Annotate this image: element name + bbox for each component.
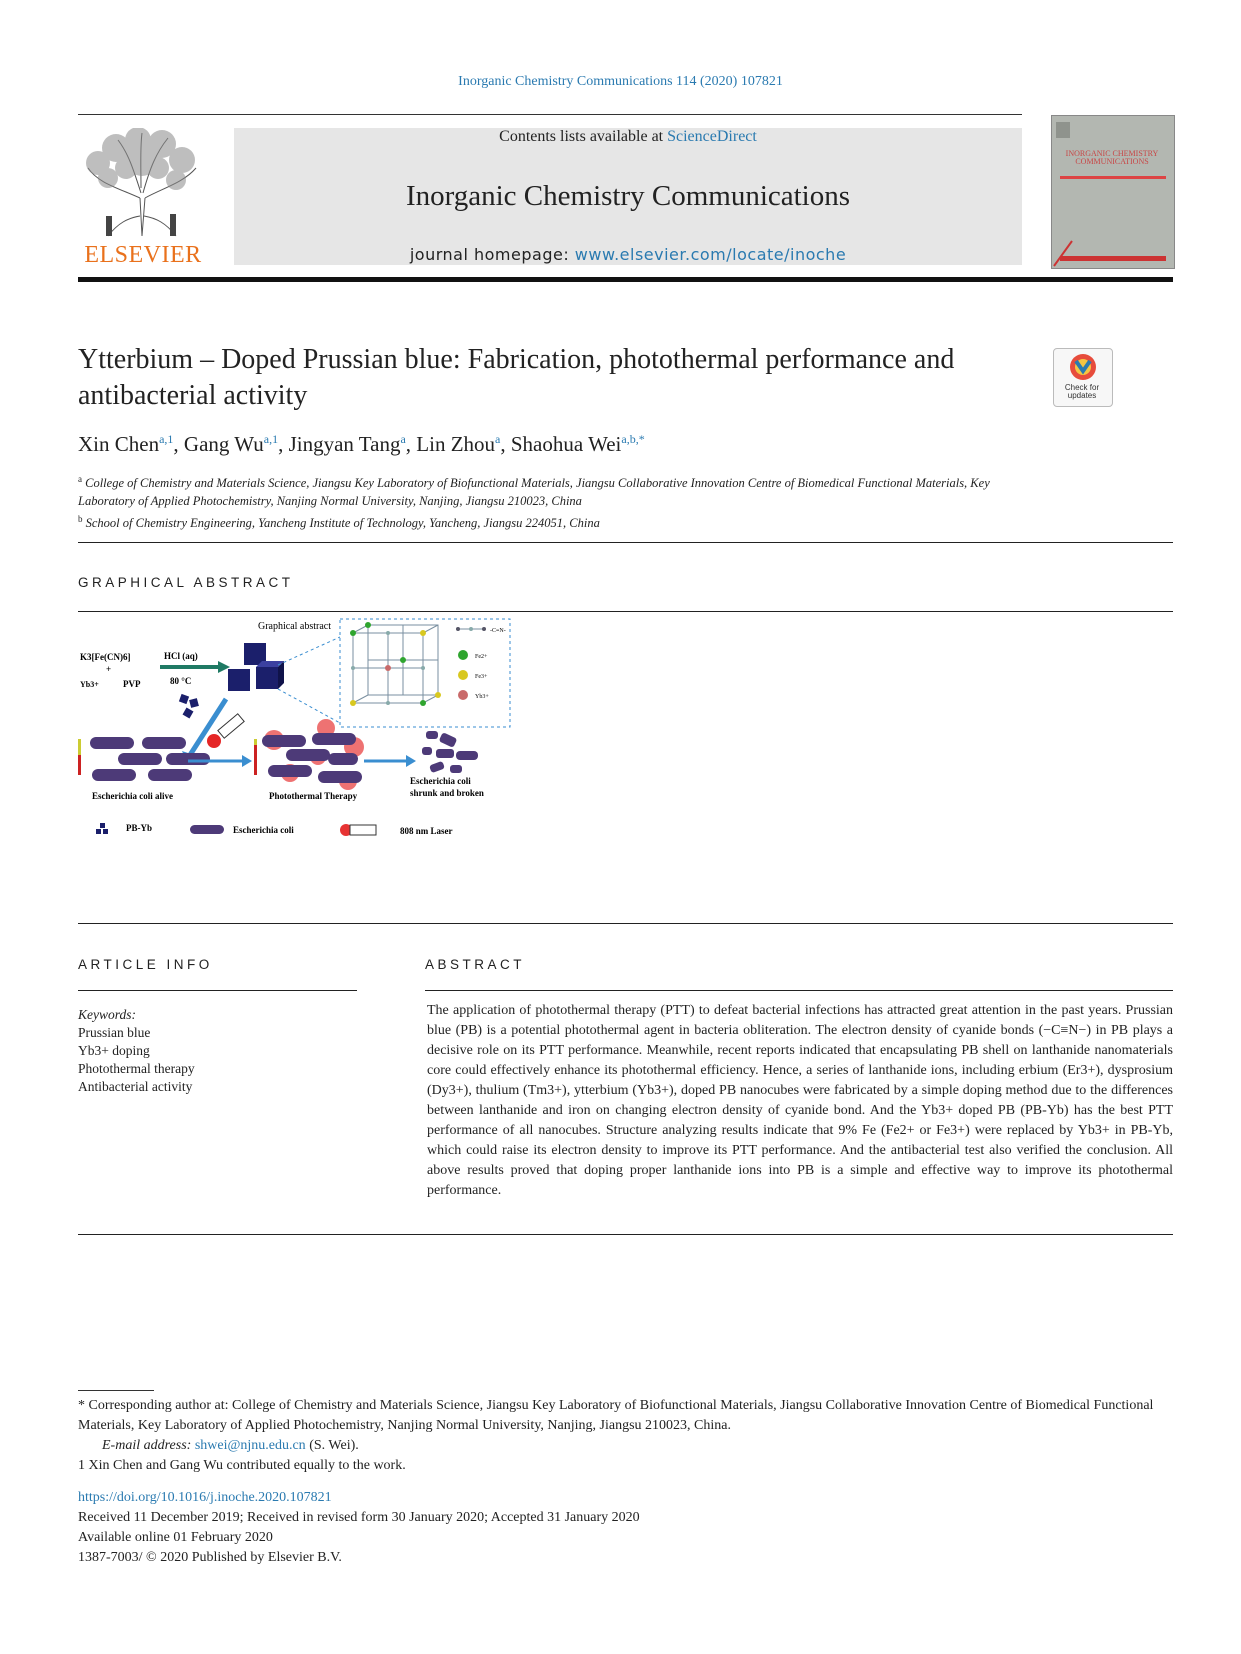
journal-title: Inorganic Chemistry Communications (405, 180, 851, 212)
lattice-atoms (350, 622, 441, 706)
key-laser-icon (340, 824, 376, 836)
section-rule (78, 1234, 1173, 1235)
key-ecoli-icon (190, 825, 224, 834)
author-affil-sup[interactable]: a,1 (263, 432, 279, 446)
email-link[interactable]: shwei@njnu.edu.cn (194, 1438, 306, 1453)
homepage-prefix: journal homepage: (409, 245, 575, 264)
reagent-plus: + (106, 664, 112, 674)
legend-cn: -C≡N- (490, 628, 506, 634)
thermometer-mid (254, 739, 257, 775)
down-arrow (190, 699, 226, 755)
legend-fe2: Fe2+ (475, 654, 488, 660)
zoom-lines (278, 637, 340, 723)
thermometer-left (78, 739, 81, 775)
figure-title: Graphical abstract (258, 621, 332, 632)
ecoli-therapy-group (262, 733, 362, 783)
graphical-abstract-figure (78, 615, 538, 890)
corresponding-author-note: * Corresponding author at: College of Chemistry and Materials Science, Jiangsu Key Laboratory of Biofunctional Materials, Jiangsu Collaborative Innovation Centre of Biomedical Functional Materials, Key Laboratory of Applied Photochemistry, Nanjing Normal University, Nanjing, Jiangsu 210023, China. (78, 1398, 1154, 1433)
author-affil-sup[interactable]: a (495, 432, 501, 446)
author-name[interactable]: Shaohua Wei (510, 432, 622, 456)
affiliation-a: $^a$ College of Chemistry and Materials Science, Jiangsu Key Laboratory of Biofunctional Materials, Jiangsu Collaborative Innovation Centre of Biomedical Functional Materials, Key Laboratory of Applied Photochemistry, Nanjing Normal University, Nanjing, Jiangsu 210023, China (78, 474, 990, 509)
author-name[interactable]: Xin Chen (78, 432, 160, 456)
footnotes (78, 1396, 1173, 1476)
stage-broken-label-1: Escherichia coli (410, 776, 471, 786)
reagent-ferricyanide: K3[Fe(CN)6] (80, 652, 131, 662)
graphical-abstract-heading: GRAPHICAL ABSTRACT (78, 575, 294, 590)
author-list: Xin Chen$^{a,1}$, Gang Wu$^{a,1}$, Jingyan Tang$^a$, Lin Zhou$^a$, Shaohua Wei$^{a,b,*}$ (78, 432, 645, 456)
lattice-legend (456, 627, 486, 700)
reagent-yb: Yb3+ (80, 680, 99, 689)
ecoli-alive-group (90, 737, 210, 781)
crystal-lattice (353, 625, 438, 703)
email-suffix: (S. Wei). (309, 1438, 359, 1453)
author-affil-sup[interactable]: a,1 (159, 432, 174, 446)
doi-link[interactable]: https://doi.org/10.1016/j.inoche.2020.107821 (78, 1490, 332, 1505)
stage-alive-label: Escherichia coli alive (92, 791, 173, 801)
author-affil-sup[interactable]: a,b,* (621, 432, 645, 446)
journal-homepage-line (234, 245, 1022, 264)
contents-prefix: Contents lists available at (499, 128, 668, 145)
author-affil-sup[interactable]: a (400, 432, 406, 446)
keyword-item: Prussian blue (78, 1025, 151, 1040)
homepage-link[interactable]: www.elsevier.com/locate/inoche (574, 245, 847, 264)
keywords-label: Keywords: (78, 1007, 136, 1022)
article-info-heading: ARTICLE INFO (78, 957, 213, 972)
journal-reference[interactable]: Inorganic Chemistry Communications 114 (2020) 107821 (458, 74, 783, 89)
author-name[interactable]: Jingyan Tang (288, 432, 401, 456)
condition-hcl: HCl (aq) (164, 651, 198, 661)
check-updates-icon (1054, 349, 1112, 385)
arrow-to-broken-head (406, 755, 416, 767)
journal-cover-thumbnail[interactable] (1051, 115, 1175, 269)
abstract-body: The application of photothermal therapy (PTT) to defeat bacterial infections has attracted great attention in the past years. Prussian blue (PB) is a potential photothermal agent in bacteria obliteration. The electron density of cyanide bonds (−C≡N−) in PB plays a decisive role on its PTT performance. Meanwhile, recent reports indicated that encapsulating PB shell on lanthanide nanomaterials core could effectively enhance its photothermal efficiency. Hence, a series of lanthanide ions, including erbium (Er3+), dysprosium (Dy3+), thulium (Tm3+), ytterbium (Yb3+), doped PB nanocubes were fabricated by a simple doping method due to the differences between lanthanide and iron on changing electron density of cyanide bond. And the Yb3+ doped PB (PB-Yb) has the best PTT performance of all nanocubes. Structure analyzing results indicate that 9% Fe (Fe2+ or Fe3+) were replaced by Yb3+ in PB-Yb, which could raise its electron density to improve its PTT performance. And the antibacterial test also verified the conclusion. All above results proved that doping proper lanthanide ions into PB is a simple and effective way to improve its photothermal performance. (427, 1003, 1173, 1198)
small-cubes (179, 694, 199, 719)
affiliation-b: $^b$ School of Chemistry Engineering, Yancheng Institute of Technology, Yancheng, Jiangsu 224051, China (78, 514, 600, 531)
footnote-rule (78, 1390, 154, 1391)
key-pb-yb-icon (96, 823, 108, 834)
legend-fe3: Fe3+ (475, 674, 488, 680)
reagent-pvp: PVP (123, 679, 141, 689)
elsevier-wordmark[interactable]: ELSEVIER (84, 242, 202, 268)
email-line (78, 1436, 1173, 1456)
abstract-heading: ABSTRACT (425, 957, 526, 972)
keyword-item: Photothermal therapy (78, 1061, 195, 1076)
header-thick-rule (78, 277, 1173, 282)
keywords-list (78, 1024, 195, 1096)
copyright-line: 1387-7003/ © 2020 Published by Elsevier B.V. (78, 1550, 342, 1565)
article-info-rule (78, 990, 357, 991)
cover-title: INORGANIC CHEMISTRY COMMUNICATIONS (1065, 149, 1159, 166)
ecoli-broken-group (422, 731, 478, 773)
stage-therapy-label: Photothermal Therapy (269, 791, 358, 801)
publication-info (78, 1488, 640, 1568)
condition-temp: 80 °C (170, 676, 192, 686)
legend-yb: Yb3+ (475, 694, 489, 700)
author-name[interactable]: Lin Zhou (416, 432, 496, 456)
section-rule (78, 923, 1173, 924)
key-pb-yb-label: PB-Yb (126, 823, 153, 833)
abstract-rule (425, 990, 1173, 991)
keyword-item: Yb3+ doping (78, 1043, 150, 1058)
pb-yb-nanocubes (228, 643, 284, 691)
contents-available-line (234, 128, 1022, 146)
article-title: Ytterbium – Doped Prussian blue: Fabrication, photothermal performance and antibacterial activity (78, 344, 955, 411)
available-online: Available online 01 February 2020 (78, 1530, 273, 1545)
arrow-to-therapy-head (242, 755, 252, 767)
equal-contribution-note: 1 Xin Chen and Gang Wu contributed equally to the work. (78, 1458, 406, 1473)
author-name[interactable]: Gang Wu (183, 432, 264, 456)
email-label: E-mail address: (102, 1438, 192, 1453)
stage-broken-label-2: shrunk and broken (410, 788, 484, 798)
check-updates-label: Check for updates (1064, 383, 1100, 400)
header-top-rule (78, 114, 1022, 115)
section-rule (78, 611, 1173, 612)
section-rule (78, 542, 1173, 543)
key-ecoli-label: Escherichia coli (233, 825, 294, 835)
sciencedirect-link[interactable]: ScienceDirect (667, 128, 757, 145)
keyword-item: Antibacterial activity (78, 1079, 193, 1094)
received-dates: Received 11 December 2019; Received in revised form 30 January 2020; Accepted 31 January 2020 (78, 1510, 640, 1525)
affiliations (78, 470, 1018, 532)
key-laser-label: 808 nm Laser (400, 826, 453, 836)
